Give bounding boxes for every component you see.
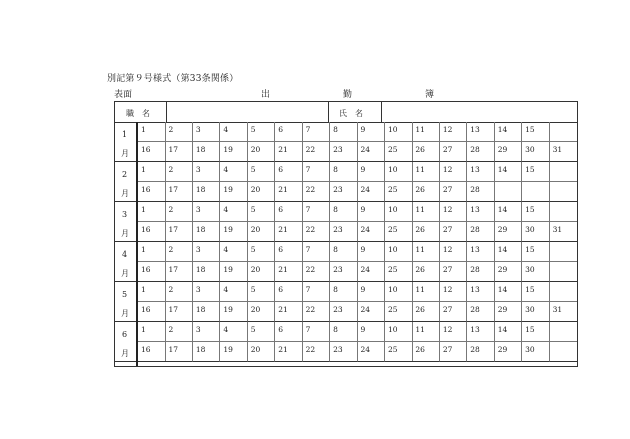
day-cell[interactable]: 30: [522, 142, 550, 162]
day-cell[interactable]: 3: [193, 322, 221, 342]
day-cell[interactable]: 19: [220, 222, 248, 242]
day-cell[interactable]: 24: [358, 302, 386, 322]
day-cell[interactable]: 15: [522, 282, 550, 302]
day-cell[interactable]: 12: [440, 122, 468, 142]
header-divider: [381, 102, 382, 122]
month-number: 5: [122, 290, 128, 299]
month-label: [115, 322, 136, 362]
header-row: [115, 102, 577, 123]
day-cell[interactable]: 19: [220, 342, 248, 362]
day-cell[interactable]: 9: [358, 202, 386, 222]
month-label: [115, 282, 136, 322]
day-cell[interactable]: 8: [330, 162, 358, 182]
day-cell[interactable]: 13: [467, 162, 495, 182]
day-cell[interactable]: 5: [248, 122, 276, 142]
day-cell[interactable]: 11: [412, 242, 440, 262]
day-cell[interactable]: 9: [358, 162, 386, 182]
day-cell[interactable]: 25: [385, 262, 413, 282]
day-cell[interactable]: 24: [358, 342, 386, 362]
month-suffix: 月: [121, 149, 129, 158]
day-cell[interactable]: 8: [330, 122, 358, 142]
day-cell[interactable]: 23: [330, 182, 358, 202]
day-cell[interactable]: 22: [303, 222, 331, 242]
day-cell[interactable]: 10: [385, 122, 413, 142]
day-cell[interactable]: 9: [358, 242, 386, 262]
day-cell[interactable]: 10: [385, 322, 413, 342]
day-cell[interactable]: [550, 182, 578, 202]
day-cell[interactable]: 14: [495, 242, 523, 262]
month-row: [115, 242, 577, 282]
day-cell[interactable]: 25: [385, 342, 413, 362]
day-cell[interactable]: 16: [138, 182, 166, 202]
day-cell[interactable]: 18: [193, 222, 221, 242]
day-cell[interactable]: 7: [303, 122, 331, 142]
title-char-bo: 簿: [425, 90, 435, 100]
day-cell[interactable]: 5: [248, 162, 276, 182]
day-cell[interactable]: 8: [330, 322, 358, 342]
day-cell[interactable]: 31: [550, 302, 578, 322]
day-cell[interactable]: 11: [412, 322, 440, 342]
month-row: [115, 322, 577, 362]
name-label: 氏 名: [339, 109, 363, 118]
day-cell[interactable]: 23: [330, 222, 358, 242]
day-cell[interactable]: 8: [330, 242, 358, 262]
day-cell[interactable]: 5: [248, 322, 276, 342]
day-cell[interactable]: 21: [275, 262, 303, 282]
day-cell[interactable]: 3: [193, 242, 221, 262]
day-cell[interactable]: 2: [165, 202, 193, 222]
day-cell[interactable]: 6: [275, 202, 303, 222]
day-cell[interactable]: 8: [330, 282, 358, 302]
day-cell[interactable]: 10: [385, 242, 413, 262]
day-grid: [138, 122, 577, 162]
day-cell[interactable]: 20: [248, 222, 276, 242]
day-cell[interactable]: 17: [165, 302, 193, 322]
day-cell[interactable]: 10: [385, 202, 413, 222]
month-suffix: 月: [121, 269, 129, 278]
day-cell[interactable]: 15: [522, 202, 550, 222]
day-cell[interactable]: 18: [193, 342, 221, 362]
day-cell[interactable]: 19: [220, 262, 248, 282]
day-cell[interactable]: [550, 202, 578, 222]
day-cell[interactable]: 23: [330, 302, 358, 322]
day-cell[interactable]: 6: [275, 242, 303, 262]
month-number: 3: [122, 210, 128, 219]
day-cell[interactable]: 26: [412, 142, 440, 162]
day-cell[interactable]: 9: [358, 122, 386, 142]
day-cell[interactable]: [495, 182, 523, 202]
day-cell[interactable]: 24: [358, 142, 386, 162]
day-cell[interactable]: 14: [495, 122, 523, 142]
day-cell[interactable]: 7: [303, 202, 331, 222]
day-cell[interactable]: 2: [165, 162, 193, 182]
day-cell[interactable]: 18: [193, 142, 221, 162]
day-cell[interactable]: 11: [412, 282, 440, 302]
day-cell[interactable]: 3: [193, 202, 221, 222]
day-cell[interactable]: [550, 322, 578, 342]
day-cell[interactable]: 4: [220, 202, 248, 222]
day-cell[interactable]: 19: [220, 142, 248, 162]
day-cell[interactable]: 20: [248, 142, 276, 162]
day-cell[interactable]: 17: [165, 342, 193, 362]
day-cell[interactable]: 20: [248, 182, 276, 202]
month-suffix: 月: [121, 229, 129, 238]
day-cell[interactable]: 11: [412, 162, 440, 182]
day-cell[interactable]: 29: [495, 262, 523, 282]
day-grid: [138, 242, 577, 282]
day-cell[interactable]: 13: [467, 202, 495, 222]
day-cell[interactable]: 16: [138, 222, 166, 242]
day-cell[interactable]: 21: [275, 342, 303, 362]
day-cell[interactable]: 2: [165, 242, 193, 262]
day-cell[interactable]: 6: [275, 282, 303, 302]
day-cell[interactable]: 10: [385, 162, 413, 182]
month-suffix: 月: [121, 189, 129, 198]
day-cell[interactable]: 1: [138, 162, 166, 182]
day-cell[interactable]: 18: [193, 182, 221, 202]
day-cell[interactable]: [550, 282, 578, 302]
day-cell[interactable]: [550, 122, 578, 142]
day-cell[interactable]: 17: [165, 262, 193, 282]
day-cell[interactable]: 24: [358, 182, 386, 202]
day-cell[interactable]: 1: [138, 322, 166, 342]
day-cell[interactable]: 21: [275, 302, 303, 322]
day-grid: [138, 322, 577, 362]
day-cell[interactable]: [550, 242, 578, 262]
day-cell[interactable]: 28: [467, 182, 495, 202]
day-cell[interactable]: 7: [303, 282, 331, 302]
day-cell[interactable]: 23: [330, 342, 358, 362]
day-cell[interactable]: 1: [138, 122, 166, 142]
day-cell[interactable]: 26: [412, 342, 440, 362]
day-cell[interactable]: 15: [522, 242, 550, 262]
day-cell[interactable]: 1: [138, 282, 166, 302]
day-cell[interactable]: 29: [495, 342, 523, 362]
day-cell[interactable]: 26: [412, 222, 440, 242]
day-cell[interactable]: 22: [303, 142, 331, 162]
day-cell[interactable]: 17: [165, 142, 193, 162]
day-cell[interactable]: 4: [220, 322, 248, 342]
day-cell[interactable]: 3: [193, 122, 221, 142]
day-cell[interactable]: 20: [248, 342, 276, 362]
header-divider: [166, 102, 167, 122]
day-cell[interactable]: 13: [467, 282, 495, 302]
day-cell[interactable]: 26: [412, 302, 440, 322]
day-cell[interactable]: 25: [385, 142, 413, 162]
day-cell[interactable]: 14: [495, 162, 523, 182]
day-cell[interactable]: 6: [275, 122, 303, 142]
day-cell[interactable]: 13: [467, 122, 495, 142]
month-number: 2: [122, 170, 128, 179]
day-cell[interactable]: 15: [522, 162, 550, 182]
day-cell[interactable]: 29: [495, 222, 523, 242]
day-cell[interactable]: 25: [385, 302, 413, 322]
day-grid: [138, 162, 577, 202]
front-side-label: 表面: [114, 90, 133, 100]
day-cell[interactable]: 25: [385, 182, 413, 202]
day-cell[interactable]: 27: [440, 262, 468, 282]
day-cell[interactable]: 1: [138, 202, 166, 222]
month-row: [115, 162, 577, 202]
day-cell[interactable]: 1: [138, 242, 166, 262]
day-cell[interactable]: 26: [412, 182, 440, 202]
day-cell[interactable]: 15: [522, 322, 550, 342]
day-cell[interactable]: 5: [248, 242, 276, 262]
month-row: [115, 282, 577, 322]
month-label: [115, 202, 136, 242]
day-cell[interactable]: 28: [467, 142, 495, 162]
day-cell[interactable]: 28: [467, 342, 495, 362]
day-cell[interactable]: 18: [193, 262, 221, 282]
header-divider: [328, 102, 329, 122]
day-cell[interactable]: 19: [220, 182, 248, 202]
day-cell[interactable]: 24: [358, 262, 386, 282]
day-cell[interactable]: 7: [303, 162, 331, 182]
day-cell[interactable]: 15: [522, 122, 550, 142]
title-char-shutsu: 出: [261, 90, 271, 100]
day-cell[interactable]: 7: [303, 322, 331, 342]
day-cell[interactable]: 29: [495, 302, 523, 322]
day-cell[interactable]: 22: [303, 182, 331, 202]
day-cell[interactable]: 9: [358, 282, 386, 302]
day-cell[interactable]: 27: [440, 142, 468, 162]
day-cell[interactable]: 28: [467, 222, 495, 242]
day-cell[interactable]: [550, 162, 578, 182]
title-char-kin: 勤: [343, 90, 353, 100]
month-suffix: 月: [121, 309, 129, 318]
day-cell[interactable]: 24: [358, 222, 386, 242]
day-cell[interactable]: 21: [275, 222, 303, 242]
day-cell[interactable]: 5: [248, 282, 276, 302]
day-cell[interactable]: 23: [330, 142, 358, 162]
day-cell[interactable]: 16: [138, 342, 166, 362]
month-row: [115, 202, 577, 242]
day-grid: [138, 202, 577, 242]
day-cell[interactable]: 30: [522, 342, 550, 362]
day-cell[interactable]: 7: [303, 242, 331, 262]
day-cell[interactable]: 26: [412, 262, 440, 282]
day-cell[interactable]: 14: [495, 282, 523, 302]
day-cell[interactable]: 3: [193, 162, 221, 182]
day-cell[interactable]: 12: [440, 322, 468, 342]
day-cell[interactable]: 12: [440, 202, 468, 222]
day-cell[interactable]: 13: [467, 322, 495, 342]
day-cell[interactable]: 22: [303, 342, 331, 362]
day-cell[interactable]: 12: [440, 282, 468, 302]
day-cell[interactable]: 4: [220, 282, 248, 302]
day-cell[interactable]: 27: [440, 342, 468, 362]
day-cell[interactable]: 23: [330, 262, 358, 282]
day-cell[interactable]: 28: [467, 262, 495, 282]
day-cell[interactable]: 4: [220, 162, 248, 182]
day-cell[interactable]: 18: [193, 302, 221, 322]
day-cell[interactable]: 22: [303, 302, 331, 322]
day-cell[interactable]: 21: [275, 142, 303, 162]
day-cell[interactable]: 14: [495, 202, 523, 222]
day-cell[interactable]: [522, 182, 550, 202]
day-cell[interactable]: 5: [248, 202, 276, 222]
day-cell[interactable]: [550, 342, 578, 362]
day-cell[interactable]: 3: [193, 282, 221, 302]
day-cell[interactable]: 20: [248, 262, 276, 282]
month-row: [115, 122, 577, 162]
position-label: 職 名: [126, 109, 150, 118]
day-cell[interactable]: 14: [495, 322, 523, 342]
day-cell[interactable]: 6: [275, 322, 303, 342]
day-cell[interactable]: 31: [550, 222, 578, 242]
month-number: 1: [122, 130, 128, 139]
month-number: 4: [122, 250, 128, 259]
attendance-register-table: [114, 101, 578, 367]
day-cell[interactable]: 9: [358, 322, 386, 342]
day-cell[interactable]: 8: [330, 202, 358, 222]
day-cell[interactable]: 12: [440, 242, 468, 262]
day-cell[interactable]: 27: [440, 222, 468, 242]
day-cell[interactable]: 28: [467, 302, 495, 322]
day-cell[interactable]: 4: [220, 242, 248, 262]
day-cell[interactable]: [550, 262, 578, 282]
day-cell[interactable]: 16: [138, 262, 166, 282]
day-cell[interactable]: 6: [275, 162, 303, 182]
day-cell[interactable]: 2: [165, 282, 193, 302]
day-cell[interactable]: 30: [522, 302, 550, 322]
day-cell[interactable]: 2: [165, 322, 193, 342]
day-cell[interactable]: 27: [440, 182, 468, 202]
day-grid: [138, 282, 577, 322]
day-cell[interactable]: 11: [412, 202, 440, 222]
month-number: 6: [122, 330, 128, 339]
day-cell[interactable]: 12: [440, 162, 468, 182]
month-label: [115, 242, 136, 282]
day-cell[interactable]: 22: [303, 262, 331, 282]
day-cell[interactable]: 2: [165, 122, 193, 142]
day-cell[interactable]: 16: [138, 302, 166, 322]
month-label: [115, 162, 136, 202]
day-cell[interactable]: 4: [220, 122, 248, 142]
day-cell[interactable]: 31: [550, 142, 578, 162]
month-label: [115, 122, 136, 162]
day-cell[interactable]: 20: [248, 302, 276, 322]
day-cell[interactable]: 17: [165, 182, 193, 202]
day-cell[interactable]: 29: [495, 142, 523, 162]
day-cell[interactable]: 10: [385, 282, 413, 302]
form-caption: 別記第９号様式（第33条関係）: [107, 74, 239, 84]
day-cell[interactable]: 27: [440, 302, 468, 322]
day-cell[interactable]: 13: [467, 242, 495, 262]
day-cell[interactable]: 21: [275, 182, 303, 202]
month-suffix: 月: [121, 349, 129, 358]
day-cell[interactable]: 30: [522, 222, 550, 242]
day-cell[interactable]: 19: [220, 302, 248, 322]
day-cell[interactable]: 16: [138, 142, 166, 162]
day-cell[interactable]: 30: [522, 262, 550, 282]
day-cell[interactable]: 11: [412, 122, 440, 142]
day-cell[interactable]: 25: [385, 222, 413, 242]
day-cell[interactable]: 17: [165, 222, 193, 242]
